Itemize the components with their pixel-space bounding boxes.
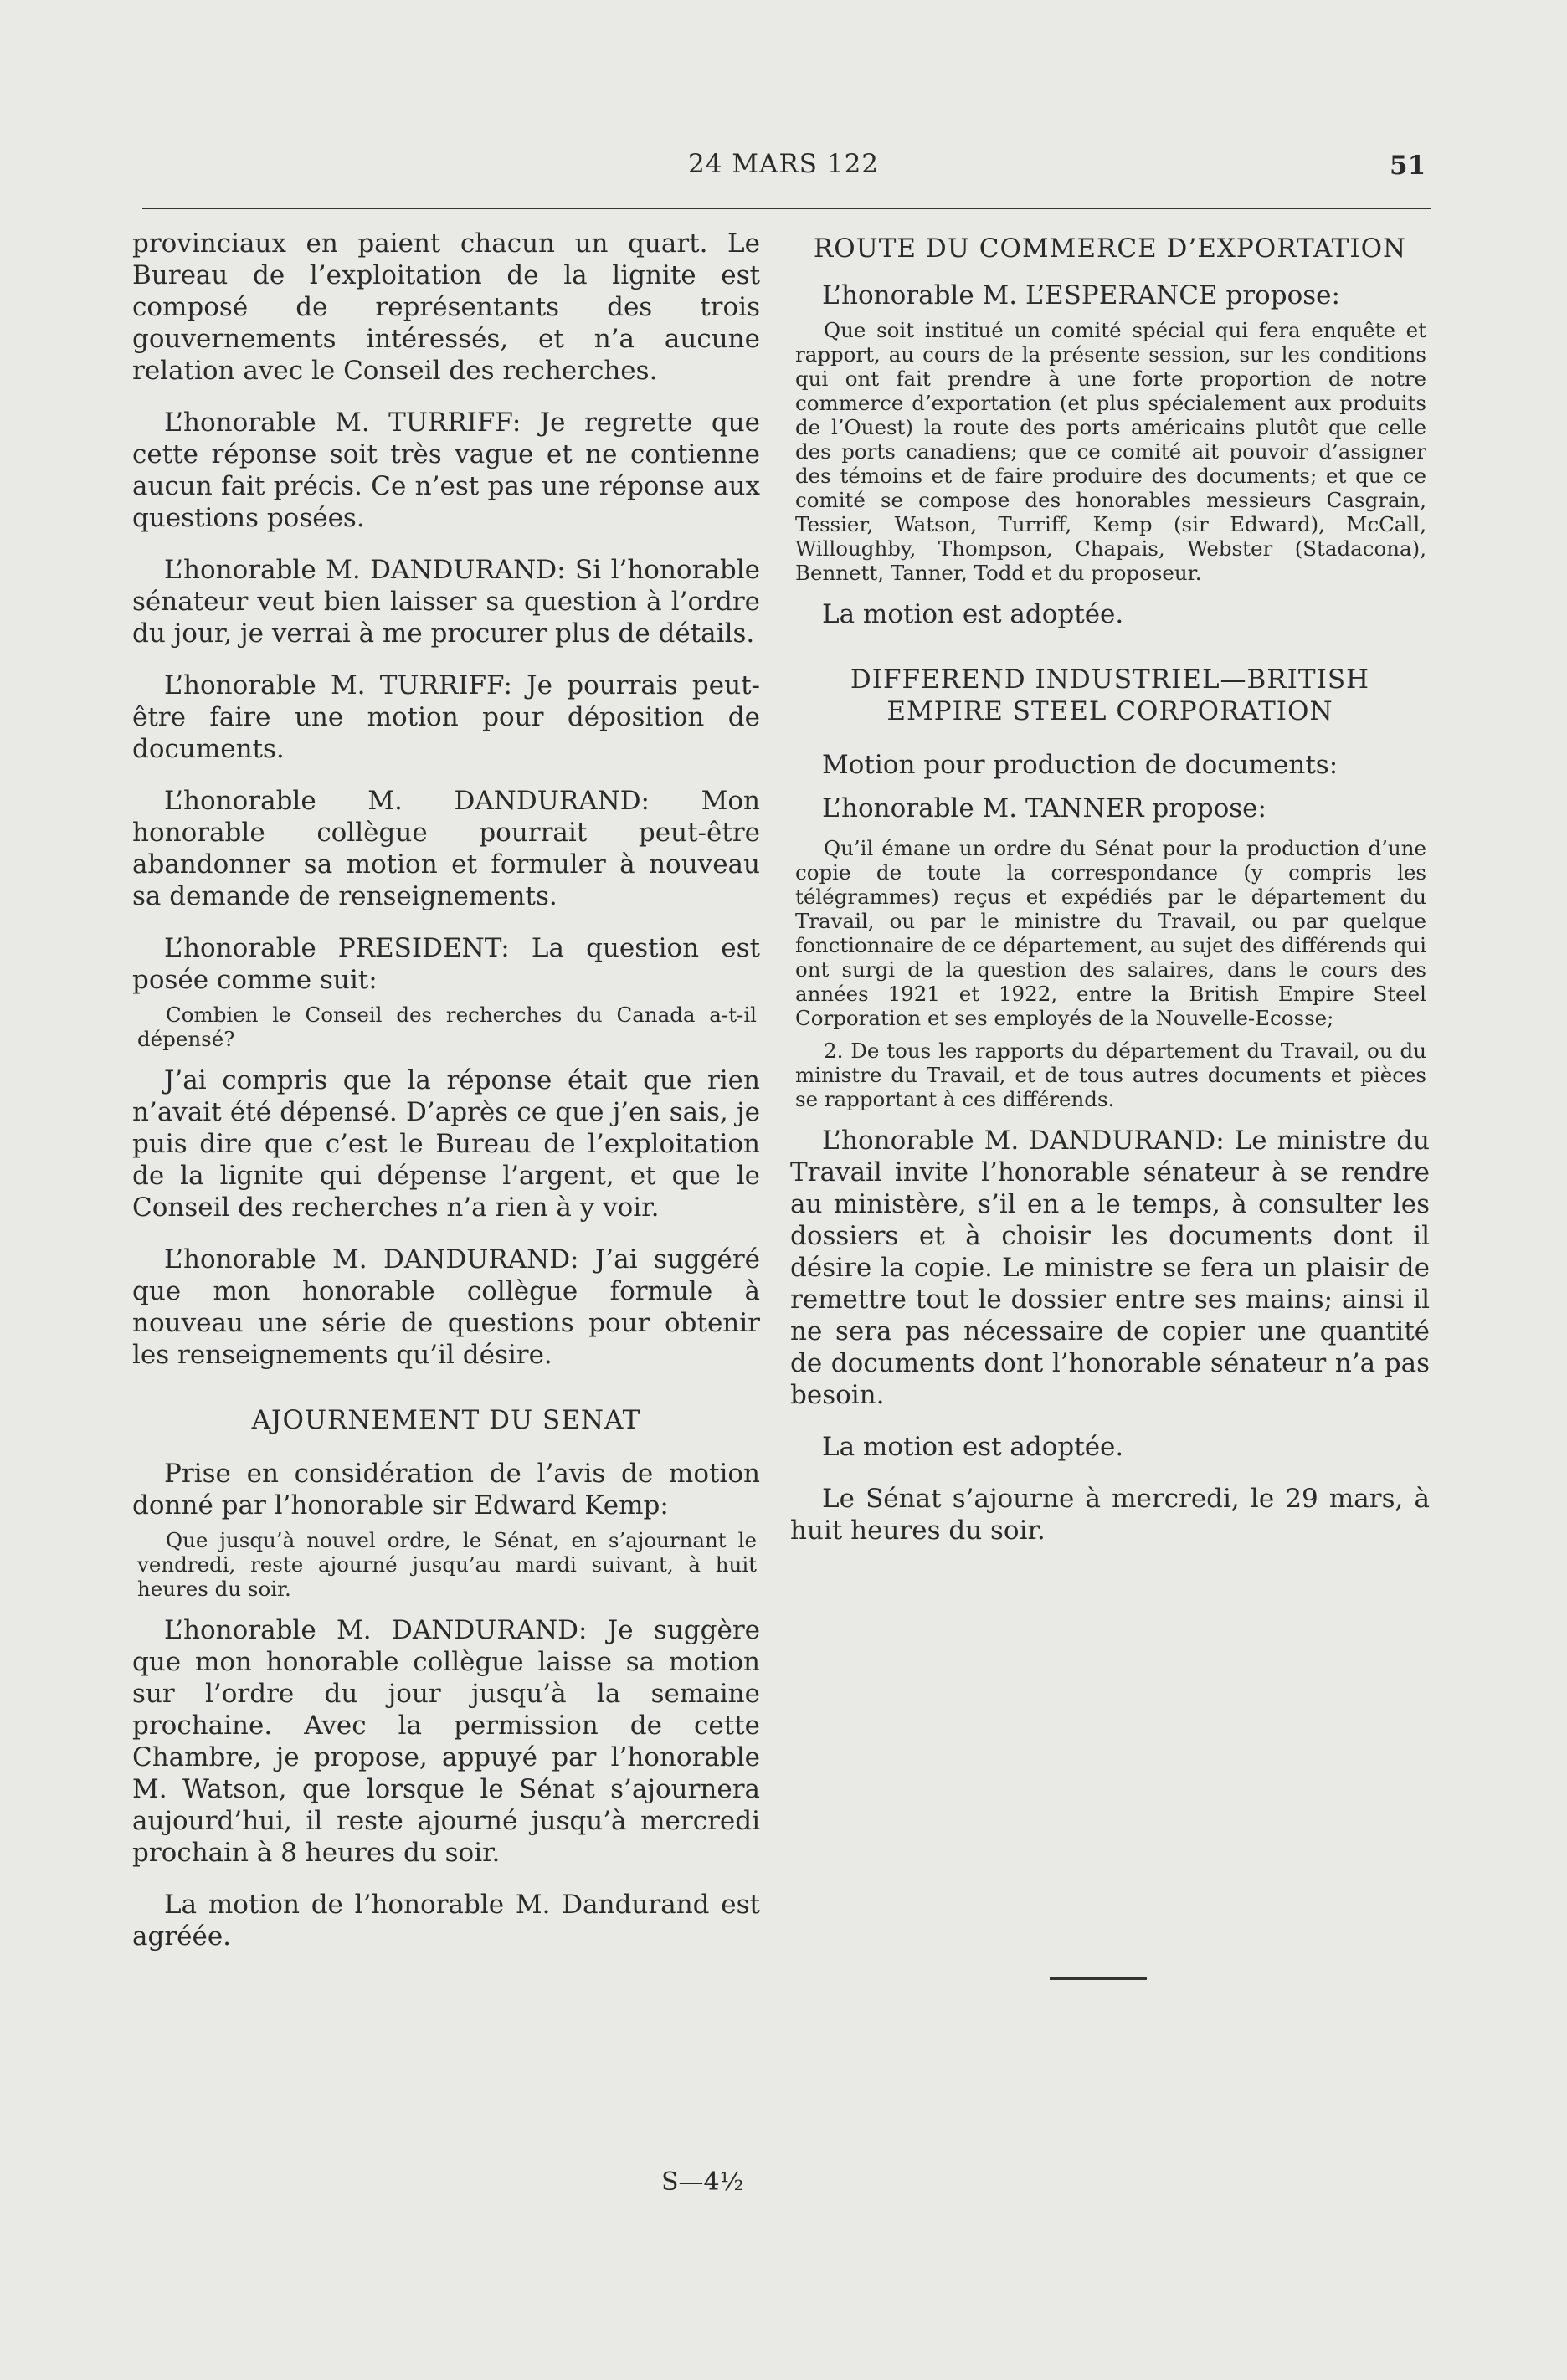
left-column-paragraph: L’honorable M. DANDURAND: J’ai suggéré que mon honorable collègue formule à nouveau une série de questions pour obtenir les renseignements qu’il désire. (132, 1244, 760, 1370)
left-column-paragraph: L’honorable M. TURRIFF: Je pourrais peut-être faire une motion pour déposition de documents. (132, 670, 760, 764)
right-column-heading: DIFFEREND INDUSTRIEL—BRITISH EMPIRE STEEL CORPORATION (850, 664, 1370, 726)
right-column-paragraph: L’honorable M. DANDURAND: Le ministre du Travail invite l’honorable sénateur à se rendre au ministère, s’il en a le temps, à consulter les dossiers et à choisir les documents dont il désire la copie. Le ministre se fera un plaisir de remettre tout le dossier entre ses mains; ainsi il ne sera pas nécessaire de copier une quantité de documents dont l’honorable sénateur n’a pas besoin. (790, 1126, 1430, 1410)
right-column-quotation: Qu’il émane un ordre du Sénat pour la production d’une copie de toute la correspondance (y compris les télégrammes) reçus et expédiés par le département du Travail, ou par le ministre du Travail, ou par quelque fonctionnaire de ce département, au sujet des différends qui ont surgi de la question des salaires, dans le cours des années 1921 et 1922, entre la British Empire Steel Corporation et ses employés de la Nouvelle-Ecosse; (795, 836, 1426, 1030)
left-column-paragraph: Prise en considération de l’avis de motion donné par l’honorable sir Edward Kemp: (132, 1459, 760, 1521)
left-column-paragraph: L’honorable M. DANDURAND: Si l’honorable sénateur veut bien laisser sa question à l’ordre du jour, je verrai à me procurer plus de détails. (132, 555, 760, 649)
right-column-paragraph: L’honorable M. TANNER propose: (822, 793, 1266, 823)
left-column-paragraph: L’honorable M. DANDURAND: Je suggère que mon honorable collègue laisse sa motion sur l’ordre du jour jusqu’à la semaine prochaine. Avec la permission de cette Chambre, je propose, appuyé par l’honorable M. Watson, que lorsque le Sénat s’ajournera aujourd’hui, il reste ajourné jusqu’à mercredi prochain à 8 heures du soir. (132, 1615, 760, 1868)
right-column-paragraph: L’honorable M. L’ESPERANCE propose: (822, 280, 1340, 310)
header-rule (142, 208, 1431, 209)
left-column-paragraph: La motion de l’honorable M. Dandurand est agréée. (132, 1890, 760, 1952)
right-column-paragraph: La motion est adoptée. (822, 599, 1124, 629)
right-column-paragraph: La motion est adoptée. (822, 1432, 1124, 1462)
right-column-quotation: Que soit institué un comité spécial qui fera enquête et rapport, au cours de la présente session, sur les conditions qui ont fait prendre à une forte proportion de notre commerce d’exportation (et plus spécialement aux produits de l’Ouest) la route des ports américains plutôt que celle des ports canadiens; que ce comité ait pouvoir d’assigner des témoins et de faire produire des documents; et que ce comité se compose des honorables messieurs Casgrain, Tessier, Watson, Turriff, Kemp (sir Edward), McCall, Willoughby, Thompson, Chapais, Webster (Stadacona), Bennett, Tanner, Todd et du proposeur. (795, 318, 1426, 585)
left-column-paragraph: J’ai compris que la réponse était que rien n’avait été dépensé. D’après ce que j’en sais, je puis dire que c’est le Bureau de l’exploitation de la lignite qui dépense l’argent, et que le Conseil des recherches n’a rien à y voir. (132, 1065, 760, 1223)
left-column-paragraph: provinciaux en paient chacun un quart. Le Bureau de l’exploitation de la lignite est composé de représentants des trois gouvernements intéressés, et n’a aucune relation avec le Conseil des recherches. (132, 228, 760, 386)
left-column-paragraph: L’honorable M. DANDURAND: Mon honorable collègue pourrait peut-être abandonner sa motion et formuler à nouveau sa demande de renseignements. (132, 786, 760, 911)
left-column (132, 228, 760, 1972)
right-column (790, 228, 1430, 1567)
left-column-paragraph: L’honorable PRESIDENT: La question est posée comme suit: (132, 933, 760, 995)
right-column-paragraph: Le Sénat s’ajourne à mercredi, le 29 mars, à huit heures du soir. (790, 1484, 1430, 1546)
signature-mark: S—4½ (661, 2167, 744, 2197)
header-date: 24 MARS 122 (687, 149, 880, 179)
left-column-heading: AJOURNEMENT DU SENAT (251, 1405, 641, 1435)
page-number: 51 (1390, 151, 1426, 181)
right-column-paragraph: Motion pour production de documents: (822, 750, 1338, 780)
left-column-paragraph: L’honorable M. TURRIFF: Je regrette que cette réponse soit très vague et ne contienne aucun fait précis. Ce n’est pas une réponse aux questions posées. (132, 408, 760, 533)
right-column-quotation: 2. De tous les rapports du département du Travail, ou du ministre du Travail, et de tous autres documents et pièces se rapportant à ces différends. (795, 1039, 1426, 1111)
left-column-quotation: Combien le Conseil des recherches du Canada a-t-il dépensé? (137, 1003, 757, 1051)
end-rule (1050, 1977, 1147, 1980)
right-column-heading: ROUTE DU COMMERCE D’EXPORTATION (813, 233, 1407, 264)
left-column-quotation: Que jusqu’à nouvel ordre, le Sénat, en s’ajournant le vendredi, reste ajourné jusqu’au mardi suivant, à huit heures du soir. (137, 1528, 757, 1601)
